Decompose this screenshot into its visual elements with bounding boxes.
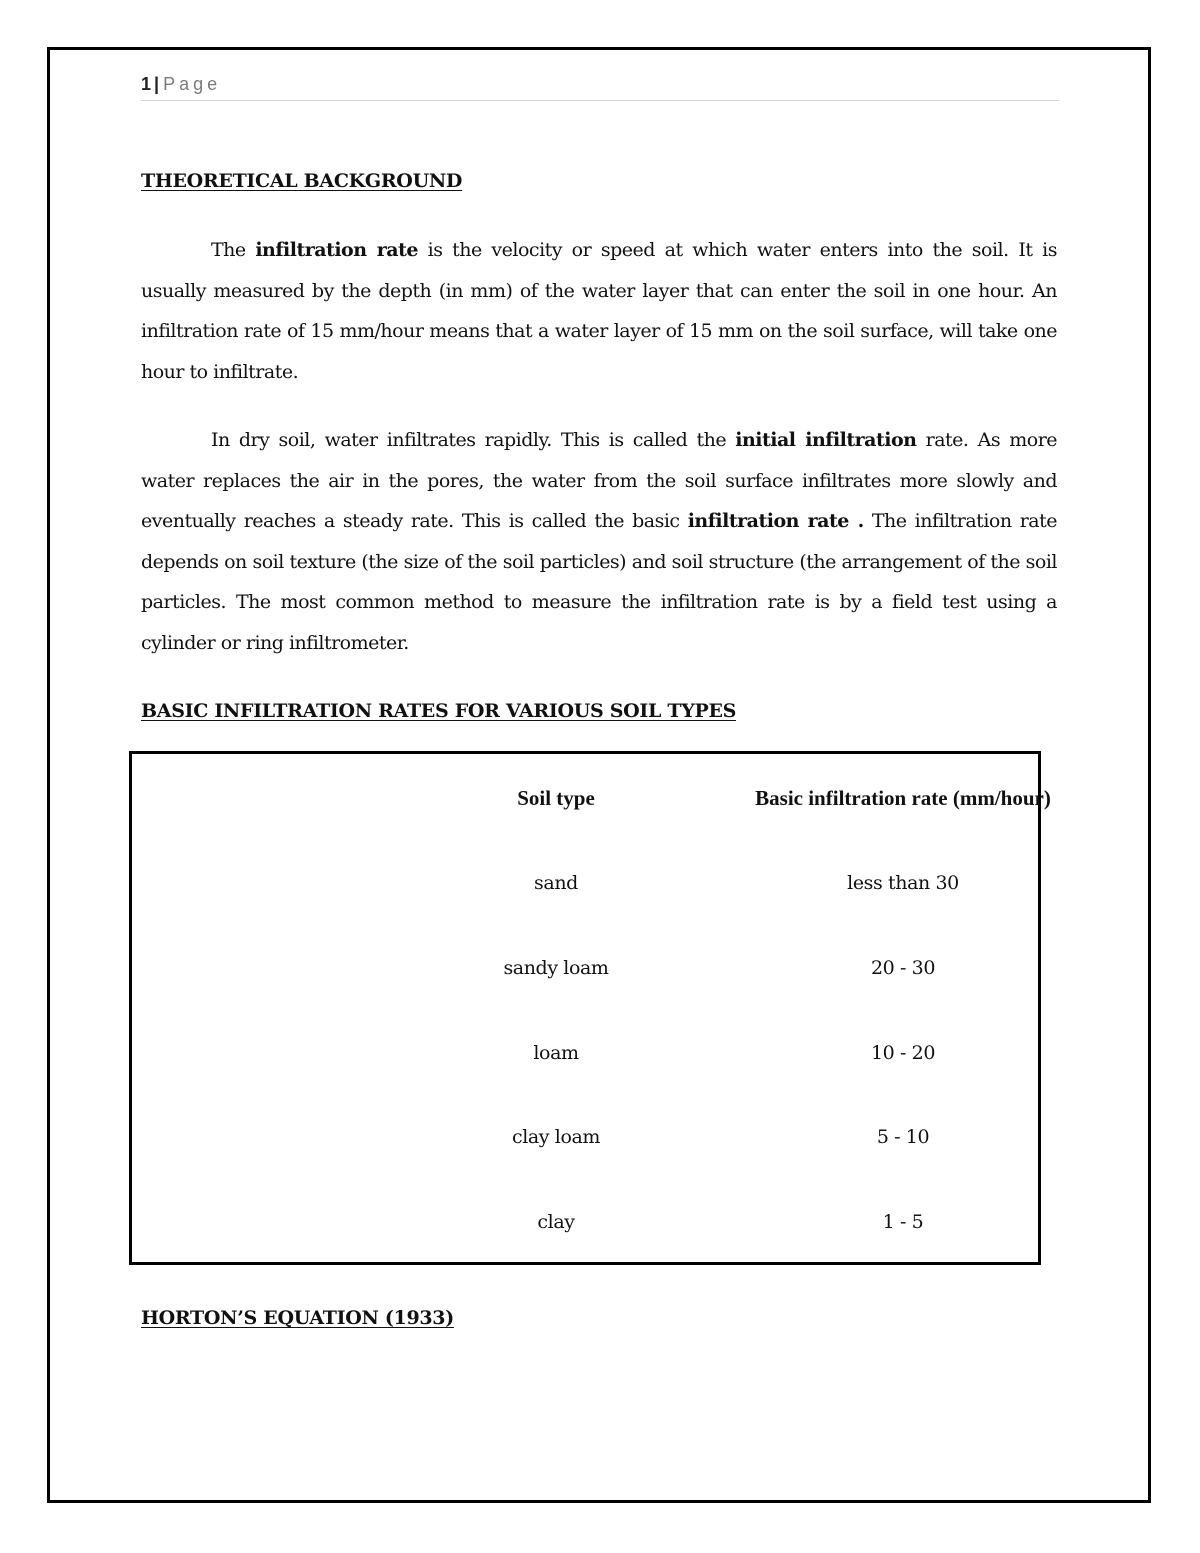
heading-theoretical-background: THEORETICAL BACKGROUND — [141, 170, 463, 192]
page-separator: | — [154, 74, 160, 94]
table-cell-rate: 20 - 30 — [870, 957, 936, 979]
paragraph-infiltration-rate — [141, 230, 1057, 392]
table-cell-soil: loam — [533, 1042, 579, 1064]
table-header-rate: Basic infiltration rate (mm/hour) — [755, 786, 1051, 810]
para2-bold-term-1: initial infiltration — [735, 429, 917, 451]
para1-bold-term: infiltration rate — [255, 239, 418, 261]
heading-basic-infiltration-rates: BASIC INFILTRATION RATES FOR VARIOUS SOIL TYPES — [141, 700, 737, 722]
table-cell-rate: 10 - 20 — [870, 1042, 936, 1064]
table-cell-soil: sand — [534, 872, 578, 894]
para1-text-2: is the velocity or speed at which water enters into the soil. It is usually measured by the depth (in mm) of the water layer that can enter the soil in one hour. An infiltration rate of 15 mm/hour means that a water layer of 15 mm on the soil surface, will take one hour to infiltrate. — [141, 239, 1057, 383]
table-cell-rate: 5 - 10 — [876, 1126, 930, 1148]
para2-text-2: rate. As more water replaces the air in the pores, the water from the soil surface infiltrates more slowly and eventually reaches a steady rate. This is called the basic — [141, 429, 1058, 532]
para2-text-1: In dry soil, water infiltrates rapidly. This is called the — [211, 429, 736, 451]
para1-text-1: The — [211, 239, 256, 261]
paragraph-initial-infiltration — [141, 420, 1057, 663]
table-cell-rate: 1 - 5 — [882, 1211, 924, 1233]
page-number: 1 — [141, 74, 152, 94]
heading-hortons-equation: HORTON’S EQUATION (1933) — [141, 1307, 454, 1329]
table-cell-soil: sandy loam — [503, 957, 609, 979]
table-cell-soil: clay — [537, 1211, 575, 1233]
table-cell-soil: clay loam — [511, 1126, 601, 1148]
para2-text-3: The infiltration rate depends on soil texture (the size of the soil particles) and soil structure (the arrangement of the soil particles. The most common method to measure the infiltration rate is by a field test using a cylinder or ring infiltrometer. — [141, 510, 1058, 654]
page-header — [141, 74, 1059, 101]
table-cell-rate: less than 30 — [847, 872, 959, 894]
page-label: Page — [163, 74, 222, 94]
infiltration-rates-table — [129, 751, 1051, 1265]
para2-bold-term-2: infiltration rate . — [687, 510, 864, 532]
table-header-soil-type: Soil type — [517, 786, 595, 810]
